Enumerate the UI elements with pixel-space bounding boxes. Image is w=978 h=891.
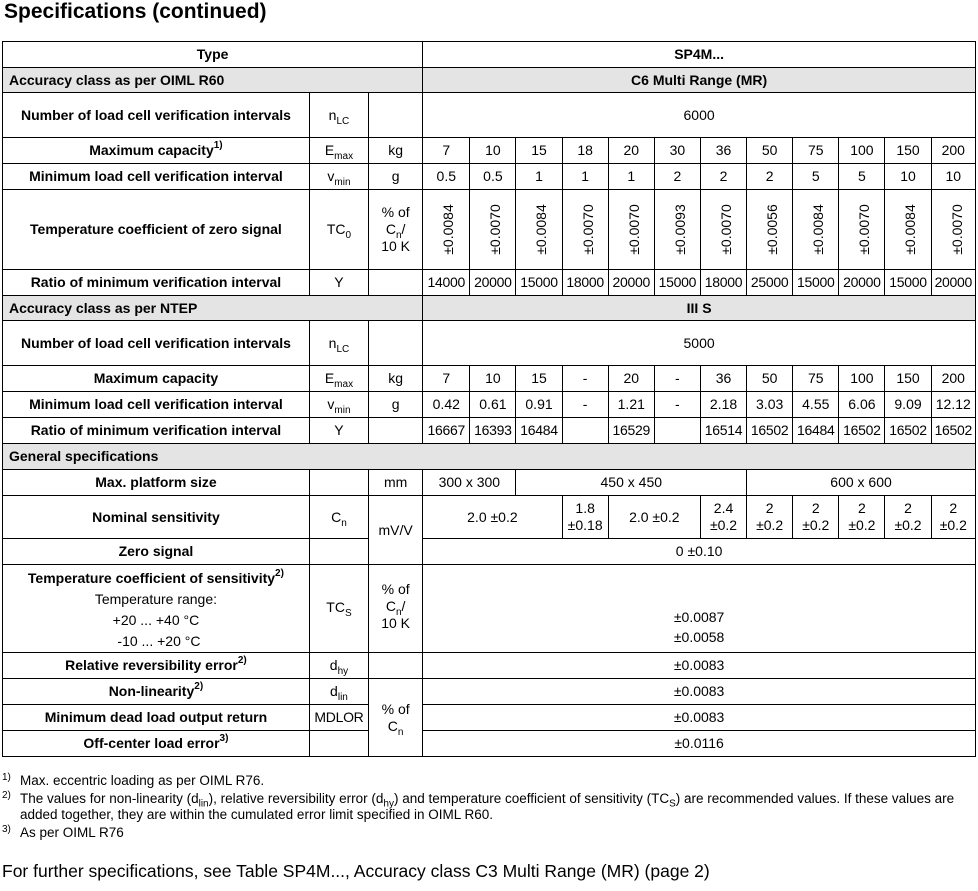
- sensitivity-row: [3, 496, 976, 539]
- oiml-tc0-cell: ±0.0056: [747, 190, 793, 270]
- tcs-label: Temperature coefficient of sensitivity$^{2)}$ Temperature range: +20 ... +40 °C -10 ... +20 °C: [3, 565, 310, 653]
- ntep-emax-unit: kg: [369, 366, 423, 392]
- footnote-2: 2) The values for non-linearity $(d_{lin})$, relative reversibility error $(d_{hy})$ and temperature coefficient of sensitivity $(TC_S)$ are recommended values. If these values are added together, they are within the cumulated error limit specified in OIML R60.: [2, 790, 955, 822]
- tcs-range-2: -10 ... +20 °C: [117, 632, 201, 649]
- sensitivity-cell: 2 ±0.2: [885, 496, 931, 539]
- oiml-capacity-cell: 7: [423, 138, 470, 164]
- ntep-emax-row: [3, 366, 976, 392]
- oiml-y-symbol: Y: [309, 270, 368, 296]
- type-value: SP4M...: [423, 42, 976, 68]
- ntep-capacity-cell: -: [562, 366, 608, 392]
- ntep-capacity-cell: 50: [747, 366, 793, 392]
- oiml-y-cell: 15000: [885, 270, 931, 296]
- tcs-range-label: Temperature range:: [94, 590, 218, 607]
- oiml-tc0-cell: ±0.0070: [839, 190, 885, 270]
- oiml-tc0-cell: ±0.0070: [470, 190, 516, 270]
- dhy-value: ±0.0083: [423, 653, 976, 679]
- oiml-nlc-row: [3, 93, 976, 138]
- oiml-tc0-cell: ±0.0084: [885, 190, 931, 270]
- oiml-nlc-label: Number of load cell verification intervals: [3, 93, 310, 138]
- sensitivity-cell: 2 ±0.2: [793, 496, 839, 539]
- ntep-capacity-cell: 200: [931, 366, 975, 392]
- platform-unit: mm: [369, 470, 423, 496]
- oiml-vmin-unit: g: [369, 164, 423, 190]
- ntep-capacity-cell: 75: [793, 366, 839, 392]
- platform-cell: 300 x 300: [423, 470, 516, 496]
- tcs-unit: % of $C_n/$ 10 K: [369, 565, 423, 653]
- oiml-vmin-cell: 5: [839, 164, 885, 190]
- oiml-emax-symbol: $E_{max}$: [309, 138, 368, 164]
- ntep-nlc-row: [3, 321, 976, 366]
- tcs-range-1: +20 ... +40 °C: [112, 611, 200, 628]
- oiml-capacity-cell: 18: [562, 138, 608, 164]
- ntep-emax-label: Maximum capacity: [3, 366, 310, 392]
- oiml-nlc-symbol: $n_{LC}$: [309, 93, 368, 138]
- ntep-y-cell: 16502: [747, 418, 793, 444]
- sensitivity-cell: 2 ±0.2: [931, 496, 975, 539]
- sensitivity-cell: 2.0 ±0.2: [423, 496, 562, 539]
- oiml-y-cell: 18000: [700, 270, 746, 296]
- footnote-1: 1) Max. eccentric loading as per OIML R76.: [2, 772, 265, 788]
- oiml-tc0-cell: ±0.0070: [608, 190, 654, 270]
- ntep-capacity-cell: 15: [516, 366, 562, 392]
- oiml-capacity-cell: 30: [654, 138, 700, 164]
- oiml-tc0-cell: ±0.0070: [700, 190, 746, 270]
- oiml-tc0-unit: % of $C_n/$ 10 K: [369, 190, 423, 270]
- oiml-vmin-cell: 10: [931, 164, 975, 190]
- ntep-y-cell: 16484: [793, 418, 839, 444]
- zero-signal-symbol: [309, 539, 368, 565]
- dhy-unit: [369, 653, 423, 679]
- oiml-capacity-cell: 50: [747, 138, 793, 164]
- ntep-vmin-cell: 0.42: [423, 392, 470, 418]
- ntep-vmin-symbol: $v_{min}$: [309, 392, 368, 418]
- offcenter-value: ±0.0116: [423, 731, 976, 757]
- oiml-y-row: [3, 270, 976, 296]
- oiml-vmin-cell: 1: [608, 164, 654, 190]
- sensitivity-cell: 1.8 ±0.18: [562, 496, 608, 539]
- ntep-vmin-row: [3, 392, 976, 418]
- oiml-tc0-symbol: $TC_0$: [309, 190, 368, 270]
- oiml-vmin-cell: 10: [885, 164, 931, 190]
- ntep-y-cell: [562, 418, 608, 444]
- ntep-vmin-cell: -: [654, 392, 700, 418]
- offcenter-label: Off-center load error$^{3)}$: [3, 731, 310, 757]
- ntep-nlc-label: Number of load cell verification intervals: [3, 321, 310, 366]
- general-section-row: [3, 444, 976, 470]
- oiml-capacity-cell: 150: [885, 138, 931, 164]
- ntep-vmin-label: Minimum load cell verification interval: [3, 392, 310, 418]
- sensitivity-symbol: $C_n$: [309, 496, 368, 539]
- oiml-y-cell: 20000: [470, 270, 516, 296]
- ntep-capacity-cell: 7: [423, 366, 470, 392]
- ntep-y-cell: 16514: [700, 418, 746, 444]
- oiml-capacity-cell: 200: [931, 138, 975, 164]
- mdlor-symbol: MDLOR: [309, 705, 368, 731]
- ntep-y-cell: 16502: [885, 418, 931, 444]
- ntep-nlc-unit: [369, 321, 423, 366]
- footnote-3: 3) As per OIML R76: [2, 824, 124, 840]
- oiml-nlc-value: 6000: [423, 93, 976, 138]
- platform-cell: 600 x 600: [747, 470, 976, 496]
- ntep-vmin-cell: 3.03: [747, 392, 793, 418]
- ntep-nlc-value: 5000: [423, 321, 976, 366]
- oiml-tc0-label: Temperature coefficient of zero signal: [3, 190, 310, 270]
- oiml-tc0-cell: ±0.0093: [654, 190, 700, 270]
- oiml-vmin-cell: 2: [654, 164, 700, 190]
- oiml-y-cell: 18000: [562, 270, 608, 296]
- oiml-vmin-cell: 0.5: [470, 164, 516, 190]
- oiml-vmin-cell: 2: [747, 164, 793, 190]
- ntep-y-cell: [654, 418, 700, 444]
- ntep-vmin-cell: 1.21: [608, 392, 654, 418]
- ntep-vmin-unit: g: [369, 392, 423, 418]
- oiml-vmin-symbol: $v_{min}$: [309, 164, 368, 190]
- oiml-capacity-cell: 10: [470, 138, 516, 164]
- oiml-y-cell: 15000: [793, 270, 839, 296]
- oiml-section-row: [3, 68, 976, 93]
- offcenter-symbol: [309, 731, 368, 757]
- oiml-capacity-cell: 20: [608, 138, 654, 164]
- ntep-y-cell: 16484: [516, 418, 562, 444]
- platform-label: Max. platform size: [3, 470, 310, 496]
- ntep-vmin-cell: 4.55: [793, 392, 839, 418]
- page-title: Specifications (continued): [4, 0, 267, 23]
- oiml-nlc-unit: [369, 93, 423, 138]
- oiml-capacity-cell: 36: [700, 138, 746, 164]
- ntep-capacity-cell: 10: [470, 366, 516, 392]
- ntep-section-label: Accuracy class as per NTEP: [3, 296, 423, 321]
- platform-symbol: [309, 470, 368, 496]
- ntep-capacity-cell: 20: [608, 366, 654, 392]
- ntep-y-cell: 16502: [839, 418, 885, 444]
- ntep-capacity-cell: -: [654, 366, 700, 392]
- ntep-capacity-cell: 150: [885, 366, 931, 392]
- oiml-y-cell: 20000: [839, 270, 885, 296]
- zero-signal-label: Zero signal: [3, 539, 310, 565]
- zero-signal-value: 0 ±0.10: [423, 539, 976, 565]
- ntep-y-unit: [369, 418, 423, 444]
- ntep-section-value: III S: [423, 296, 976, 321]
- oiml-emax-row: [3, 138, 976, 164]
- offcenter-row: [3, 731, 976, 757]
- ntep-vmin-cell: 0.61: [470, 392, 516, 418]
- oiml-vmin-cell: 1: [516, 164, 562, 190]
- oiml-tc0-cell: ±0.0084: [423, 190, 470, 270]
- oiml-tc0-row: [3, 190, 976, 270]
- tcs-values: ±0.0087 ±0.0058: [423, 565, 976, 653]
- dlin-label: Non-linearity$^{2)}$: [3, 679, 310, 705]
- oiml-section-value: C6 Multi Range (MR): [423, 68, 976, 93]
- ntep-capacity-cell: 36: [700, 366, 746, 392]
- oiml-vmin-label: Minimum load cell verification interval: [3, 164, 310, 190]
- sensitivity-cell: 2 ±0.2: [839, 496, 885, 539]
- ntep-y-row: [3, 418, 976, 444]
- tcs-symbol: $TC_S$: [309, 565, 368, 653]
- ntep-vmin-cell: -: [562, 392, 608, 418]
- ntep-y-cell: 16502: [931, 418, 975, 444]
- oiml-capacity-cell: 100: [839, 138, 885, 164]
- mdlor-value: ±0.0083: [423, 705, 976, 731]
- ntep-y-label: Ratio of minimum verification interval: [3, 418, 310, 444]
- platform-cell: 450 x 450: [516, 470, 747, 496]
- sensitivity-unit: mV/V: [369, 496, 423, 565]
- mdlor-label: Minimum dead load output return: [3, 705, 310, 731]
- zero-signal-row: [3, 539, 976, 565]
- ntep-vmin-cell: 2.18: [700, 392, 746, 418]
- ntep-vmin-cell: 12.12: [931, 392, 975, 418]
- ntep-emax-symbol: $E_{max}$: [309, 366, 368, 392]
- type-label: Type: [3, 42, 423, 68]
- oiml-y-cell: 15000: [654, 270, 700, 296]
- oiml-vmin-cell: 5: [793, 164, 839, 190]
- ntep-y-symbol: Y: [309, 418, 368, 444]
- oiml-y-cell: 20000: [931, 270, 975, 296]
- oiml-y-cell: 25000: [747, 270, 793, 296]
- oiml-y-label: Ratio of minimum verification interval: [3, 270, 310, 296]
- oiml-tc0-cell: ±0.0070: [562, 190, 608, 270]
- general-section-label: General specifications: [3, 444, 976, 470]
- ntep-capacity-cell: 100: [839, 366, 885, 392]
- dlin-symbol: $d_{lin}$: [309, 679, 368, 705]
- ntep-y-cell: 16667: [423, 418, 470, 444]
- ntep-vmin-cell: 0.91: [516, 392, 562, 418]
- tcs-row: [3, 565, 976, 653]
- oiml-emax-label: Maximum capacity$^{1)}$: [3, 138, 310, 164]
- sensitivity-cell: 2.0 ±0.2: [608, 496, 700, 539]
- further-specifications-note: For further specifications, see Table SP4M..., Accuracy class C3 Multi Range (MR) (page 2): [2, 861, 710, 881]
- ntep-nlc-symbol: $n_{LC}$: [309, 321, 368, 366]
- sensitivity-cell: 2 ±0.2: [747, 496, 793, 539]
- oiml-vmin-cell: 2: [700, 164, 746, 190]
- dlin-row: [3, 679, 976, 705]
- oiml-tc0-cell: ±0.0070: [931, 190, 975, 270]
- oiml-capacity-cell: 15: [516, 138, 562, 164]
- sensitivity-label: Nominal sensitivity: [3, 496, 310, 539]
- mdlor-row: [3, 705, 976, 731]
- dhy-label: Relative reversibility error$^{2)}$: [3, 653, 310, 679]
- percent-unit: % of $C_n$: [369, 679, 423, 757]
- ntep-section-row: [3, 296, 976, 321]
- specifications-table: [2, 41, 976, 757]
- ntep-vmin-cell: 6.06: [839, 392, 885, 418]
- ntep-y-cell: 16393: [470, 418, 516, 444]
- oiml-y-cell: 15000: [516, 270, 562, 296]
- oiml-vmin-cell: 0.5: [423, 164, 470, 190]
- type-row: [3, 42, 976, 68]
- ntep-y-cell: 16529: [608, 418, 654, 444]
- oiml-vmin-row: [3, 164, 976, 190]
- dlin-value: ±0.0083: [423, 679, 976, 705]
- oiml-emax-unit: kg: [369, 138, 423, 164]
- oiml-y-cell: 14000: [423, 270, 470, 296]
- oiml-y-cell: 20000: [608, 270, 654, 296]
- dhy-row: [3, 653, 976, 679]
- oiml-vmin-cell: 1: [562, 164, 608, 190]
- oiml-y-unit: [369, 270, 423, 296]
- dhy-symbol: $d_{hy}$: [309, 653, 368, 679]
- sensitivity-cell: 2.4 ±0.2: [700, 496, 746, 539]
- oiml-capacity-cell: 75: [793, 138, 839, 164]
- ntep-vmin-cell: 9.09: [885, 392, 931, 418]
- oiml-section-label: Accuracy class as per OIML R60: [3, 68, 423, 93]
- oiml-tc0-cell: ±0.0084: [516, 190, 562, 270]
- platform-row: [3, 470, 976, 496]
- oiml-tc0-cell: ±0.0084: [793, 190, 839, 270]
